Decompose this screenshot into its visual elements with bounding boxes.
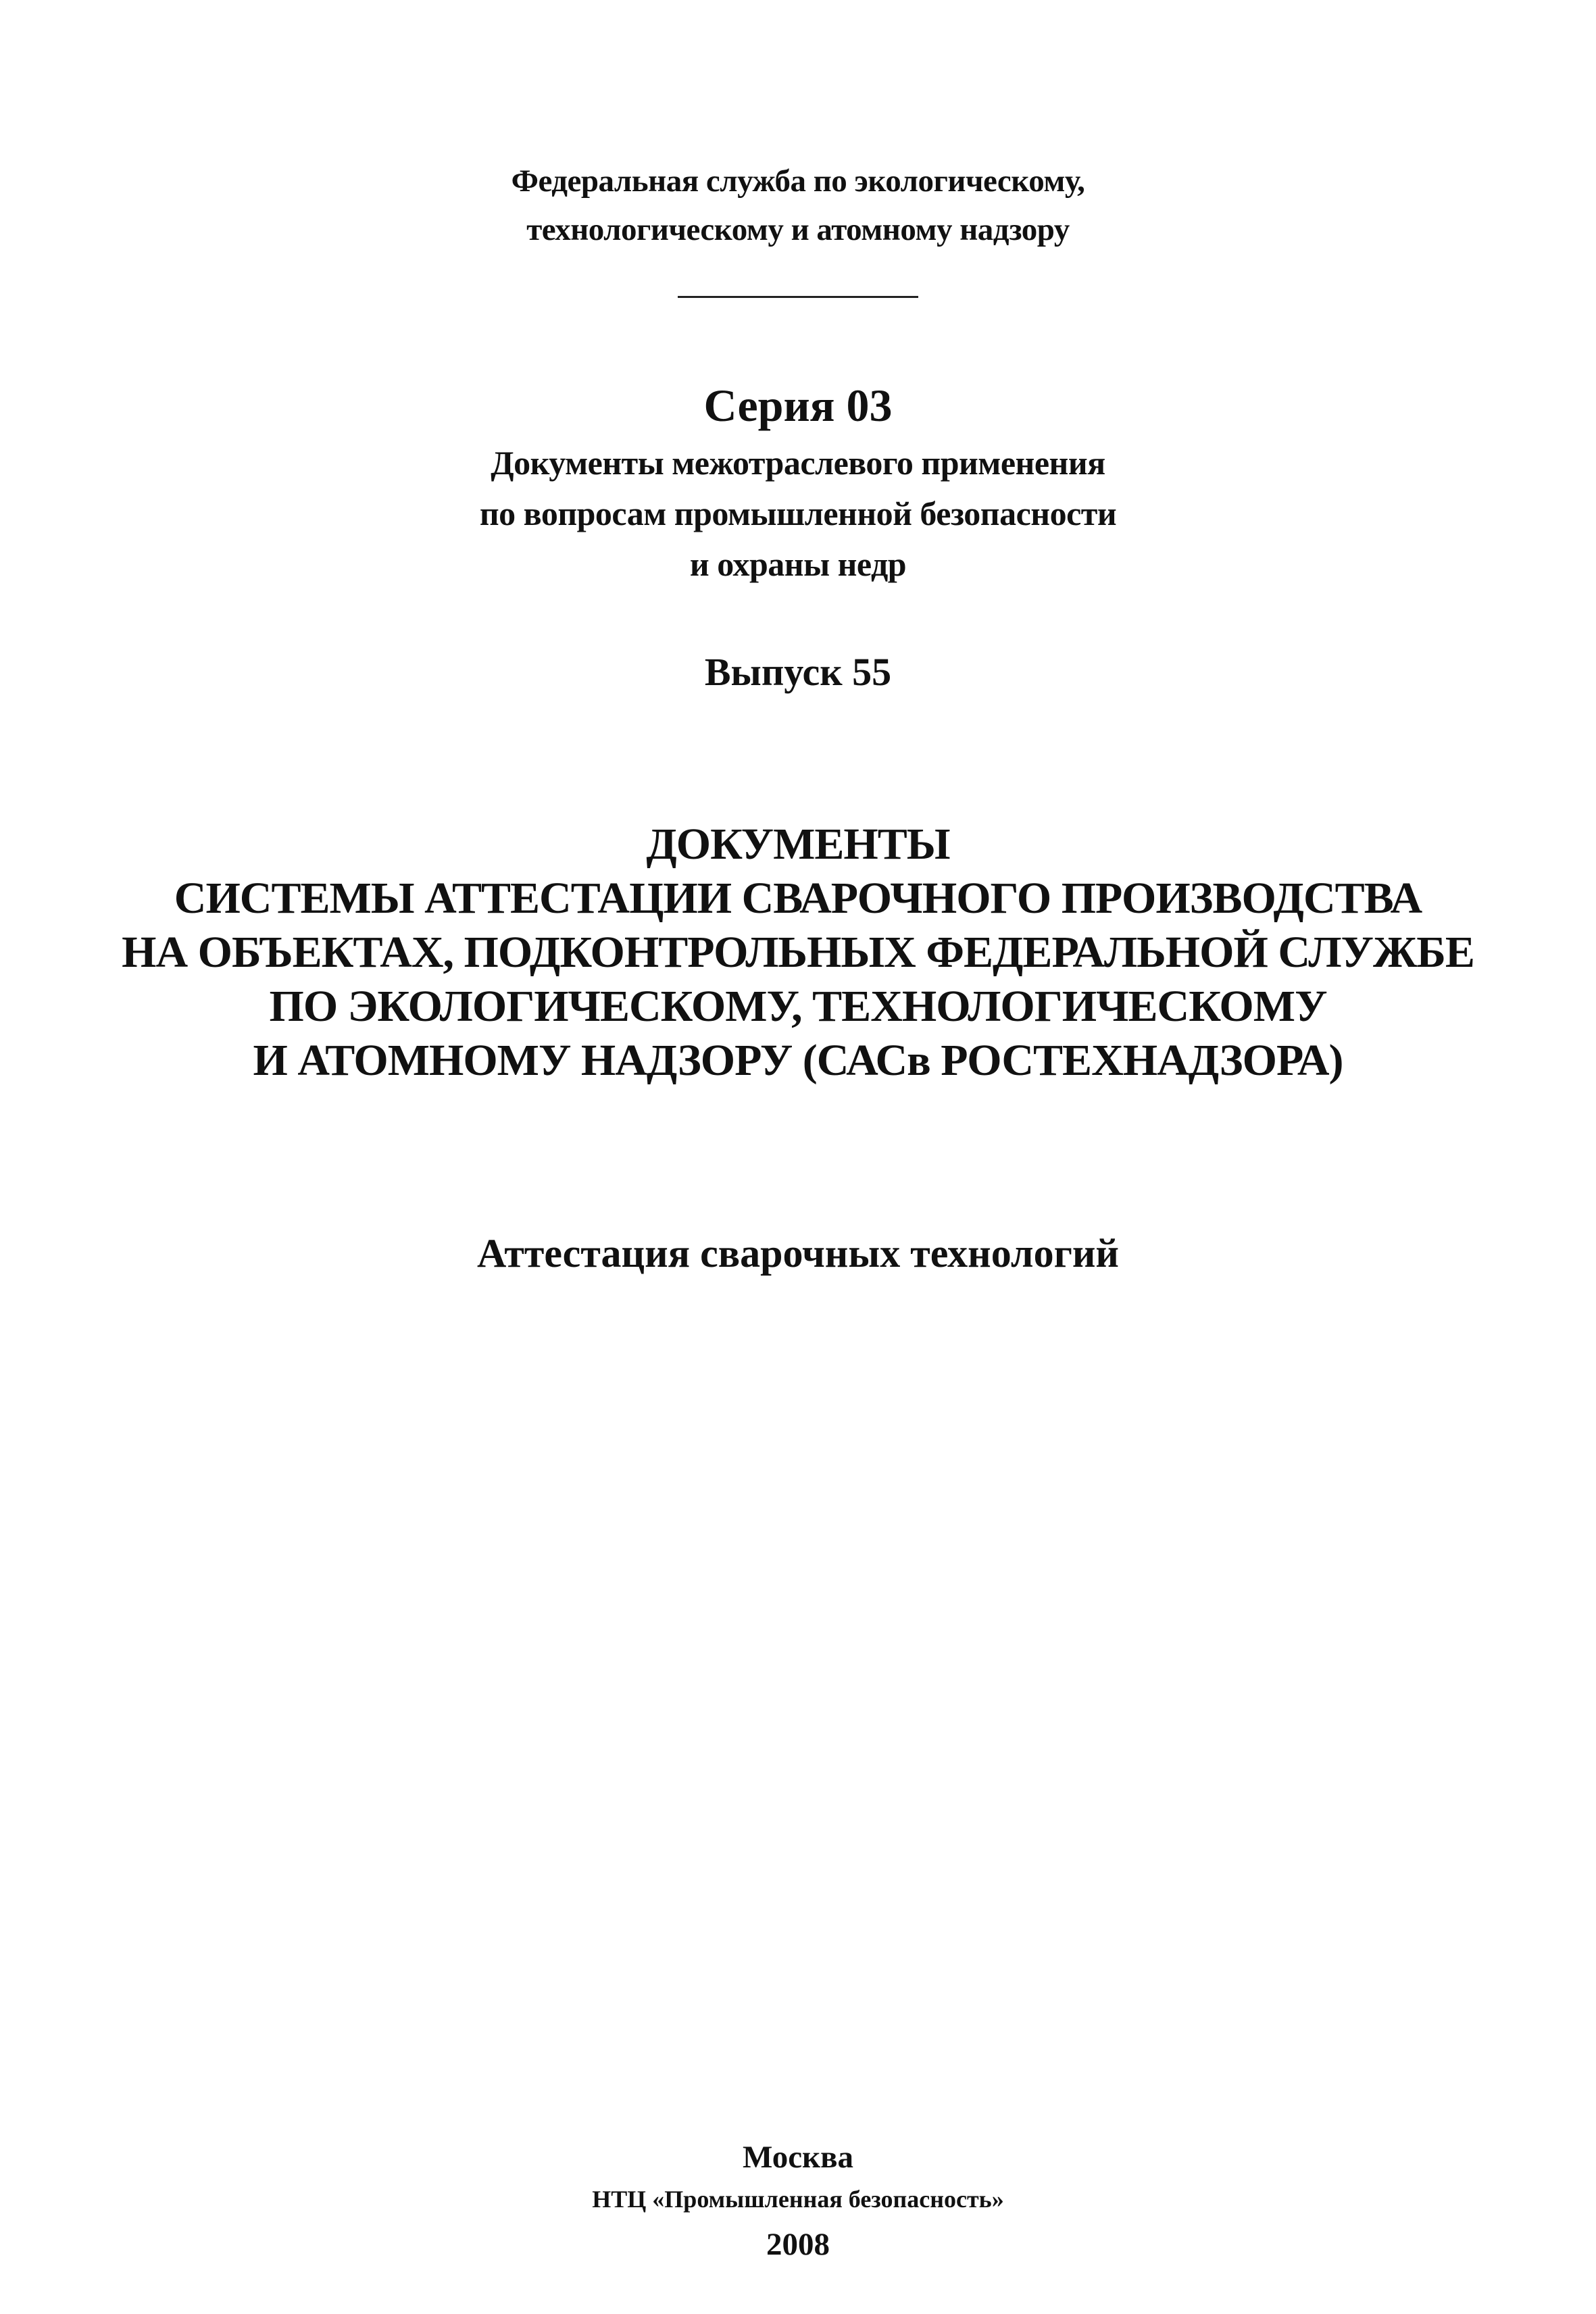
series-description-line-3: и охраны недр (689, 545, 907, 583)
document-title-line-1: ДОКУМЕНТЫ (646, 820, 950, 869)
document-title-line-4: ПО ЭКОЛОГИЧЕСКОМУ, ТЕХНОЛОГИЧЕСКОМУ (269, 982, 1327, 1031)
series-description (0, 438, 1596, 590)
imprint-year: 2008 (766, 2227, 830, 2262)
issue-number: Выпуск 55 (704, 650, 892, 694)
imprint-city: Москва (742, 2140, 854, 2175)
agency-line-2: технологическому и атомному надзору (526, 212, 1070, 247)
agency-name (0, 157, 1596, 254)
imprint-publisher: НТЦ «Промышленная безопасность» (592, 2186, 1004, 2213)
document-title-line-3: НА ОБЪЕКТАХ, ПОДКОНТРОЛЬНЫХ ФЕДЕРАЛЬНОЙ СЛУЖБЕ (122, 928, 1474, 977)
document-title (0, 818, 1596, 1088)
divider-line (678, 296, 918, 298)
document-title-line-5: И АТОМНОМУ НАДЗОРУ (САСв РОСТЕХНАДЗОРА) (253, 1036, 1343, 1085)
series-description-line-2: по вопросам промышленной безопасности (479, 495, 1117, 532)
document-title-line-2: СИСТЕМЫ АТТЕСТАЦИИ СВАРОЧНОГО ПРОИЗВОДСТВА (174, 874, 1422, 923)
agency-line-1: Федеральная служба по экологическому, (511, 164, 1085, 199)
series-description-line-1: Документы межотраслевого применения (491, 444, 1105, 482)
series-title: Серия 03 (703, 380, 893, 431)
document-subtitle: Аттестация сварочных технологий (477, 1231, 1119, 1276)
